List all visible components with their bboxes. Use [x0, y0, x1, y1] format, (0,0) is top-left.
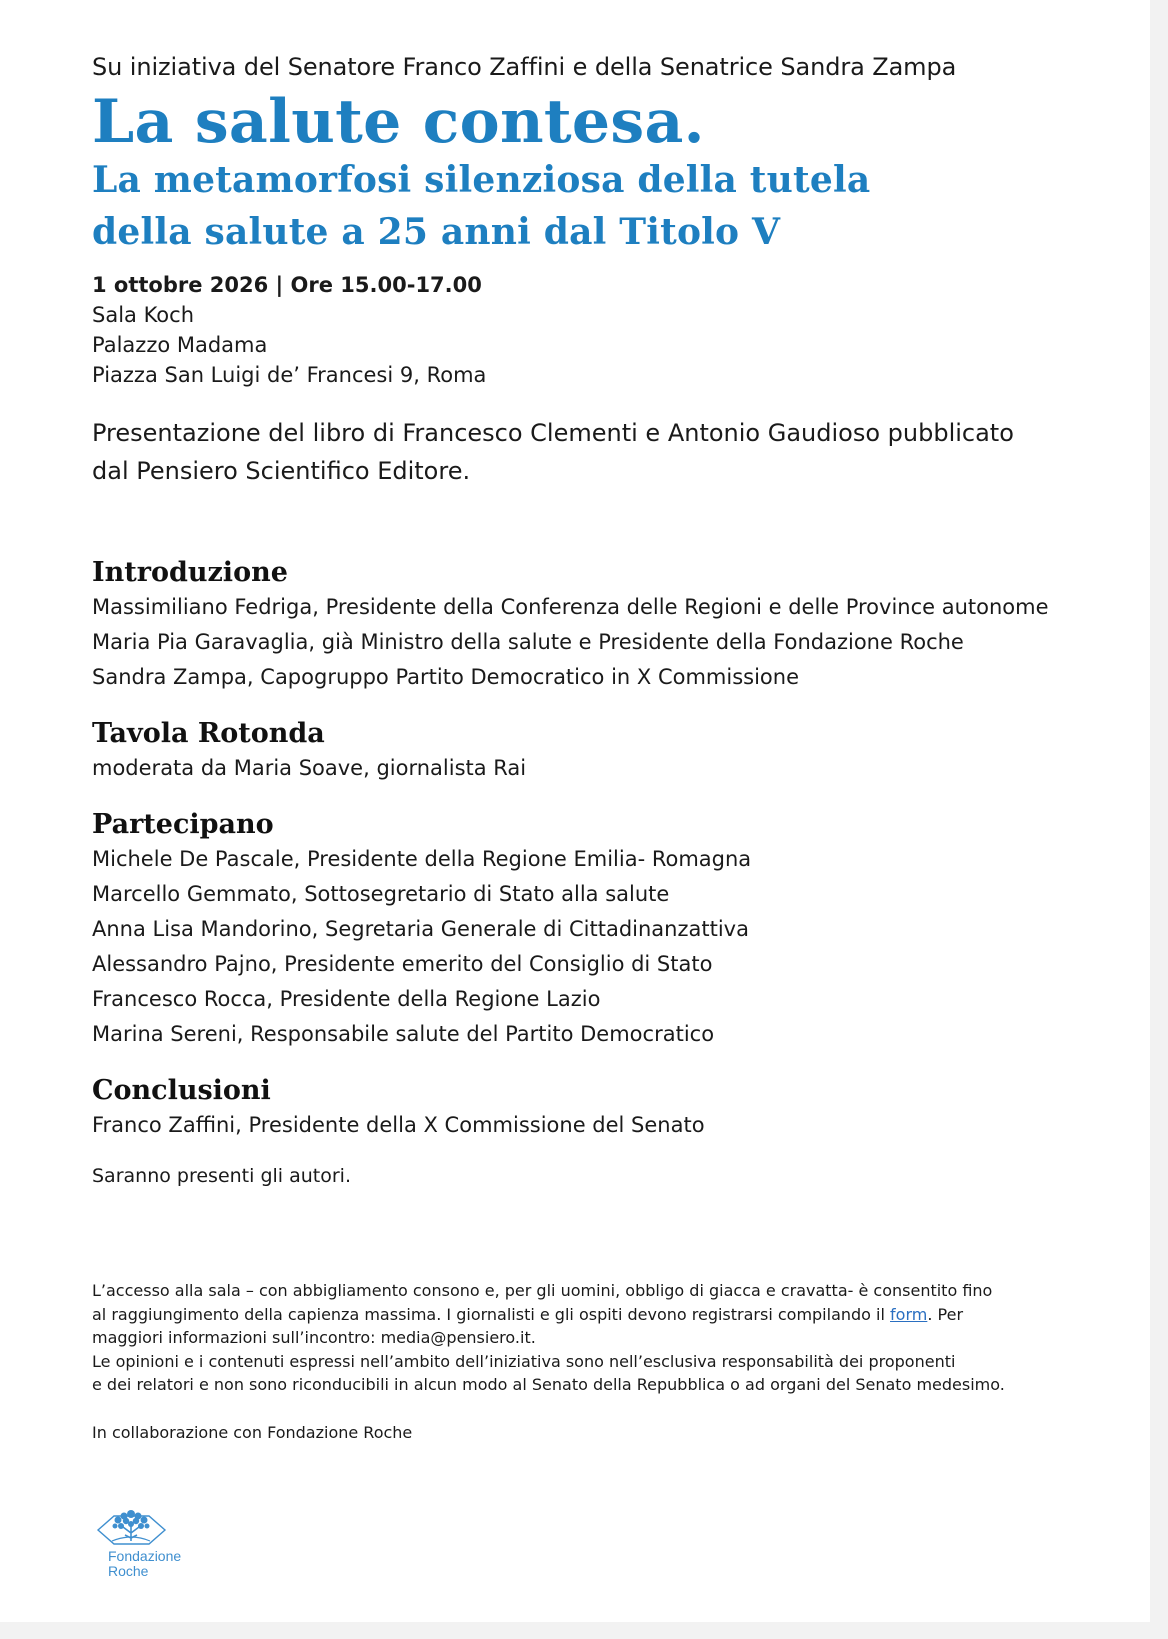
- notice-line-4: Le opinioni e i contenuti espressi nell’ambito dell’iniziativa sono nell’esclusiva responsabilità dei proponenti: [92, 1351, 956, 1371]
- subtitle-line-2: della salute a 25 anni dal Titolo V: [92, 211, 781, 253]
- logo-text-line-1: Fondazione: [108, 1548, 182, 1564]
- event-address: Piazza San Luigi de’ Francesi 9, Roma: [92, 363, 487, 387]
- event-room: Sala Koch: [92, 303, 195, 327]
- section-tavola-rotonda: [92, 717, 1092, 786]
- participant-line: Alessandro Pajno, Presidente emerito del Consiglio di Stato: [92, 952, 713, 976]
- participant-line: Francesco Rocca, Presidente della Regione Lazio: [92, 987, 601, 1011]
- speaker-line: Sandra Zampa, Capogruppo Partito Democratico in X Commissione: [92, 665, 800, 689]
- presentation-line-1: Presentazione del libro di Francesco Clementi e Antonio Gaudioso pubblicato: [92, 419, 1014, 447]
- event-building: Palazzo Madama: [92, 333, 268, 357]
- logo-text-line-2: Roche: [108, 1563, 149, 1579]
- notice-line-2: [92, 1303, 1092, 1327]
- section-heading-introduzione: Introduzione: [92, 557, 288, 588]
- authors-present-note: Saranno presenti gli autori.: [92, 1165, 351, 1187]
- section-heading-conclusioni: Conclusioni: [92, 1075, 271, 1106]
- conclusion-line: Franco Zaffini, Presidente della X Commissione del Senato: [92, 1113, 705, 1137]
- section-conclusioni: [92, 1074, 1092, 1143]
- fondazione-roche-logo-text: [108, 1549, 181, 1579]
- document-content: [92, 50, 1092, 1445]
- section-partecipano: [92, 808, 1092, 1052]
- book-presentation: [92, 414, 1052, 490]
- section-heading-tavola-rotonda: Tavola Rotonda: [92, 718, 325, 749]
- access-notice: [92, 1279, 1092, 1397]
- speaker-line: Massimiliano Fedriga, Presidente della Conferenza delle Regioni e delle Province autonome: [92, 595, 1049, 619]
- participant-line: Michele De Pascale, Presidente della Regione Emilia- Romagna: [92, 847, 752, 871]
- participant-line: Marcello Gemmato, Sottosegretario di Stato alla salute: [92, 882, 670, 906]
- notice-line-3: maggiori informazioni sull’incontro: media@pensiero.it.: [92, 1328, 536, 1347]
- event-datetime: 1 ottobre 2026 | Ore 15.00-17.00: [92, 273, 482, 297]
- initiative-line: Su iniziativa del Senatore Franco Zaffini e della Senatrice Sandra Zampa: [92, 53, 957, 81]
- section-introduzione: [92, 556, 1092, 695]
- moderator-line: moderata da Maria Soave, giornalista Rai: [92, 756, 527, 780]
- presentation-line-2: dal Pensiero Scientifico Editore.: [92, 457, 471, 485]
- section-heading-partecipano: Partecipano: [92, 809, 274, 840]
- page-title: La salute contesa.: [92, 87, 705, 157]
- participant-line: Anna Lisa Mandorino, Segretaria Generale di Cittadinanzattiva: [92, 917, 749, 941]
- subtitle-line-1: La metamorfosi silenziosa della tutela: [92, 159, 871, 201]
- registration-form-link[interactable]: form: [890, 1304, 928, 1324]
- collaboration-line: In collaborazione con Fondazione Roche: [92, 1422, 413, 1442]
- notice-line-2-tail: . Per: [927, 1304, 964, 1324]
- notice-line-5: e dei relatori e non sono riconducibili in alcun modo al Senato della Repubblica o ad organi del Senato medesimo.: [92, 1375, 1005, 1394]
- notice-line-2-text: al raggiungimento della capienza massima. I giornalisti e gli ospiti devono registrarsi compilando il: [92, 1304, 891, 1324]
- speaker-line: Maria Pia Garavaglia, già Ministro della salute e Presidente della Fondazione Roche: [92, 630, 964, 654]
- notice-line-1: L’accesso alla sala – con abbigliamento consono e, per gli uomini, obbligo di giacca e cravatta- è consentito fino: [92, 1281, 993, 1300]
- participant-line: Marina Sereni, Responsabile salute del Partito Democratico: [92, 1022, 715, 1046]
